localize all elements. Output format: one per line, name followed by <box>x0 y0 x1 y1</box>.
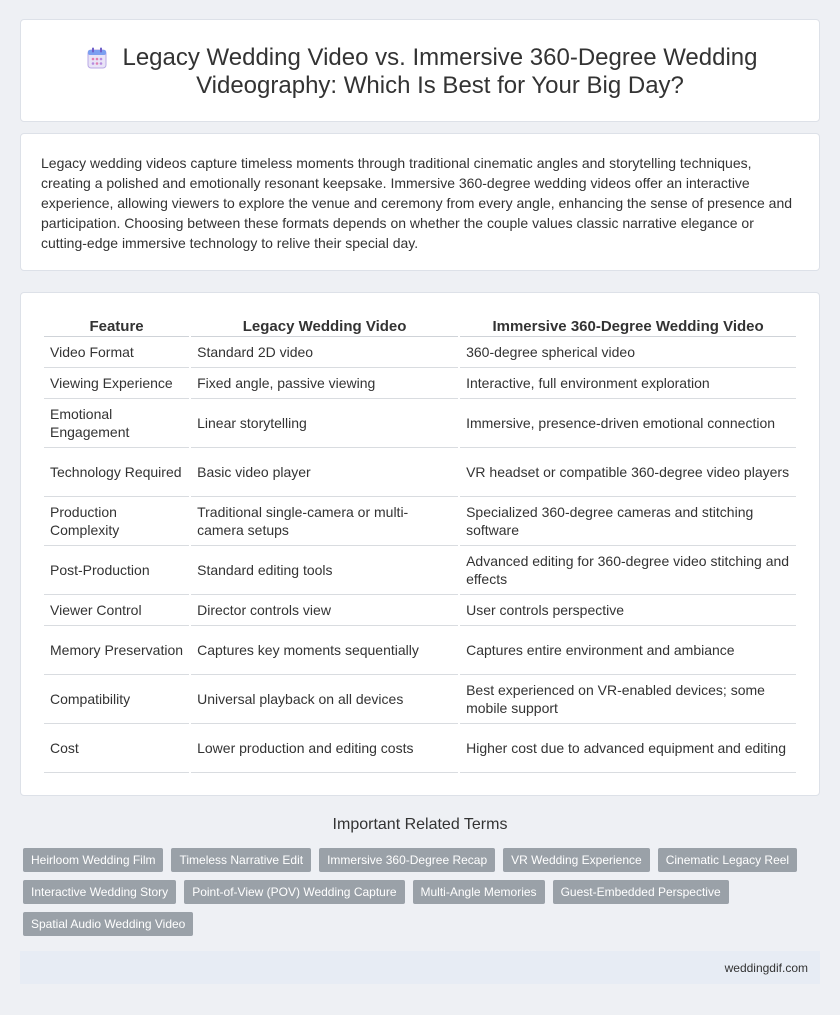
legacy-cell: Captures key moments sequentially <box>191 626 458 675</box>
footer-site-link[interactable]: weddingdif.com <box>724 961 808 975</box>
header-feature: Feature <box>44 316 189 337</box>
footer <box>20 951 820 984</box>
related-terms-title: Important Related Terms <box>332 816 508 833</box>
tag-pov-wedding-capture[interactable]: Point-of-View (POV) Wedding Capture <box>184 880 404 904</box>
legacy-cell: Basic video player <box>191 448 458 497</box>
feature-cell: Compatibility <box>44 675 189 724</box>
table-row <box>44 337 796 368</box>
table-row <box>44 368 796 399</box>
header-immersive: Immersive 360-Degree Wedding Video <box>460 316 796 337</box>
tag-guest-embedded-perspective[interactable]: Guest-Embedded Perspective <box>553 880 729 904</box>
feature-cell: Cost <box>44 724 189 773</box>
feature-cell: Video Format <box>44 337 189 368</box>
table-row <box>44 497 796 546</box>
table-row <box>44 448 796 497</box>
intro-card <box>20 133 820 271</box>
legacy-cell: Standard editing tools <box>191 546 458 595</box>
table-row <box>44 626 796 675</box>
table-row <box>44 399 796 448</box>
immersive-cell: Captures entire environment and ambiance <box>460 626 796 675</box>
legacy-cell: Fixed angle, passive viewing <box>191 368 458 399</box>
immersive-cell: Best experienced on VR-enabled devices; some mobile support <box>460 675 796 724</box>
immersive-cell: Immersive, presence-driven emotional connection <box>460 399 796 448</box>
feature-cell: Memory Preservation <box>44 626 189 675</box>
immersive-cell: 360-degree spherical video <box>460 337 796 368</box>
tag-immersive-360-recap[interactable]: Immersive 360-Degree Recap <box>319 848 495 872</box>
legacy-cell: Director controls view <box>191 595 458 626</box>
comparison-card <box>20 292 820 796</box>
table-row <box>44 675 796 724</box>
legacy-cell: Linear storytelling <box>191 399 458 448</box>
immersive-cell: Interactive, full environment exploration <box>460 368 796 399</box>
immersive-cell: Advanced editing for 360-degree video stitching and effects <box>460 546 796 595</box>
comparison-table <box>42 316 798 773</box>
feature-cell: Emotional Engagement <box>44 399 189 448</box>
feature-cell: Viewing Experience <box>44 368 189 399</box>
table-row <box>44 724 796 773</box>
feature-cell: Viewer Control <box>44 595 189 626</box>
immersive-cell: User controls perspective <box>460 595 796 626</box>
title-card <box>20 19 820 122</box>
immersive-cell: VR headset or compatible 360-degree video players <box>460 448 796 497</box>
tag-cinematic-legacy-reel[interactable]: Cinematic Legacy Reel <box>658 848 797 872</box>
tag-spatial-audio-wedding-video[interactable]: Spatial Audio Wedding Video <box>23 912 193 936</box>
header-legacy: Legacy Wedding Video <box>191 316 458 337</box>
feature-cell: Post-Production <box>44 546 189 595</box>
legacy-cell: Standard 2D video <box>191 337 458 368</box>
table-header-row <box>44 316 796 337</box>
legacy-cell: Traditional single-camera or multi-camera setups <box>191 497 458 546</box>
legacy-cell: Universal playback on all devices <box>191 675 458 724</box>
intro-paragraph: Legacy wedding videos capture timeless moments through traditional cinematic angles and storytelling techniques, creating a polished and emotionally resonant keepsake. Immersive 360-degree wedding videos offer an interactive experience, allowing viewers to explore the venue and ceremony from every angle, enhancing the sense of presence and participation. Choosing between these formats depends on whether the couple values classic narrative elegance or cutting-edge immersive technology to relive their special day. <box>41 155 793 251</box>
table-row <box>44 595 796 626</box>
legacy-cell: Lower production and editing costs <box>191 724 458 773</box>
immersive-cell: Higher cost due to advanced equipment and editing <box>460 724 796 773</box>
table-row <box>44 546 796 595</box>
tag-heirloom-wedding-film[interactable]: Heirloom Wedding Film <box>23 848 163 872</box>
immersive-cell: Specialized 360-degree cameras and stitching software <box>460 497 796 546</box>
feature-cell: Production Complexity <box>44 497 189 546</box>
page-title: Legacy Wedding Video vs. Immersive 360-Degree Wedding Videography: Which Is Best for Your Big Day? <box>122 44 758 99</box>
tag-vr-wedding-experience[interactable]: VR Wedding Experience <box>503 848 650 872</box>
tag-interactive-wedding-story[interactable]: Interactive Wedding Story <box>23 880 176 904</box>
tag-multi-angle-memories[interactable]: Multi-Angle Memories <box>413 880 545 904</box>
feature-cell: Technology Required <box>44 448 189 497</box>
tag-timeless-narrative-edit[interactable]: Timeless Narrative Edit <box>171 848 311 872</box>
related-terms-list <box>23 848 823 944</box>
